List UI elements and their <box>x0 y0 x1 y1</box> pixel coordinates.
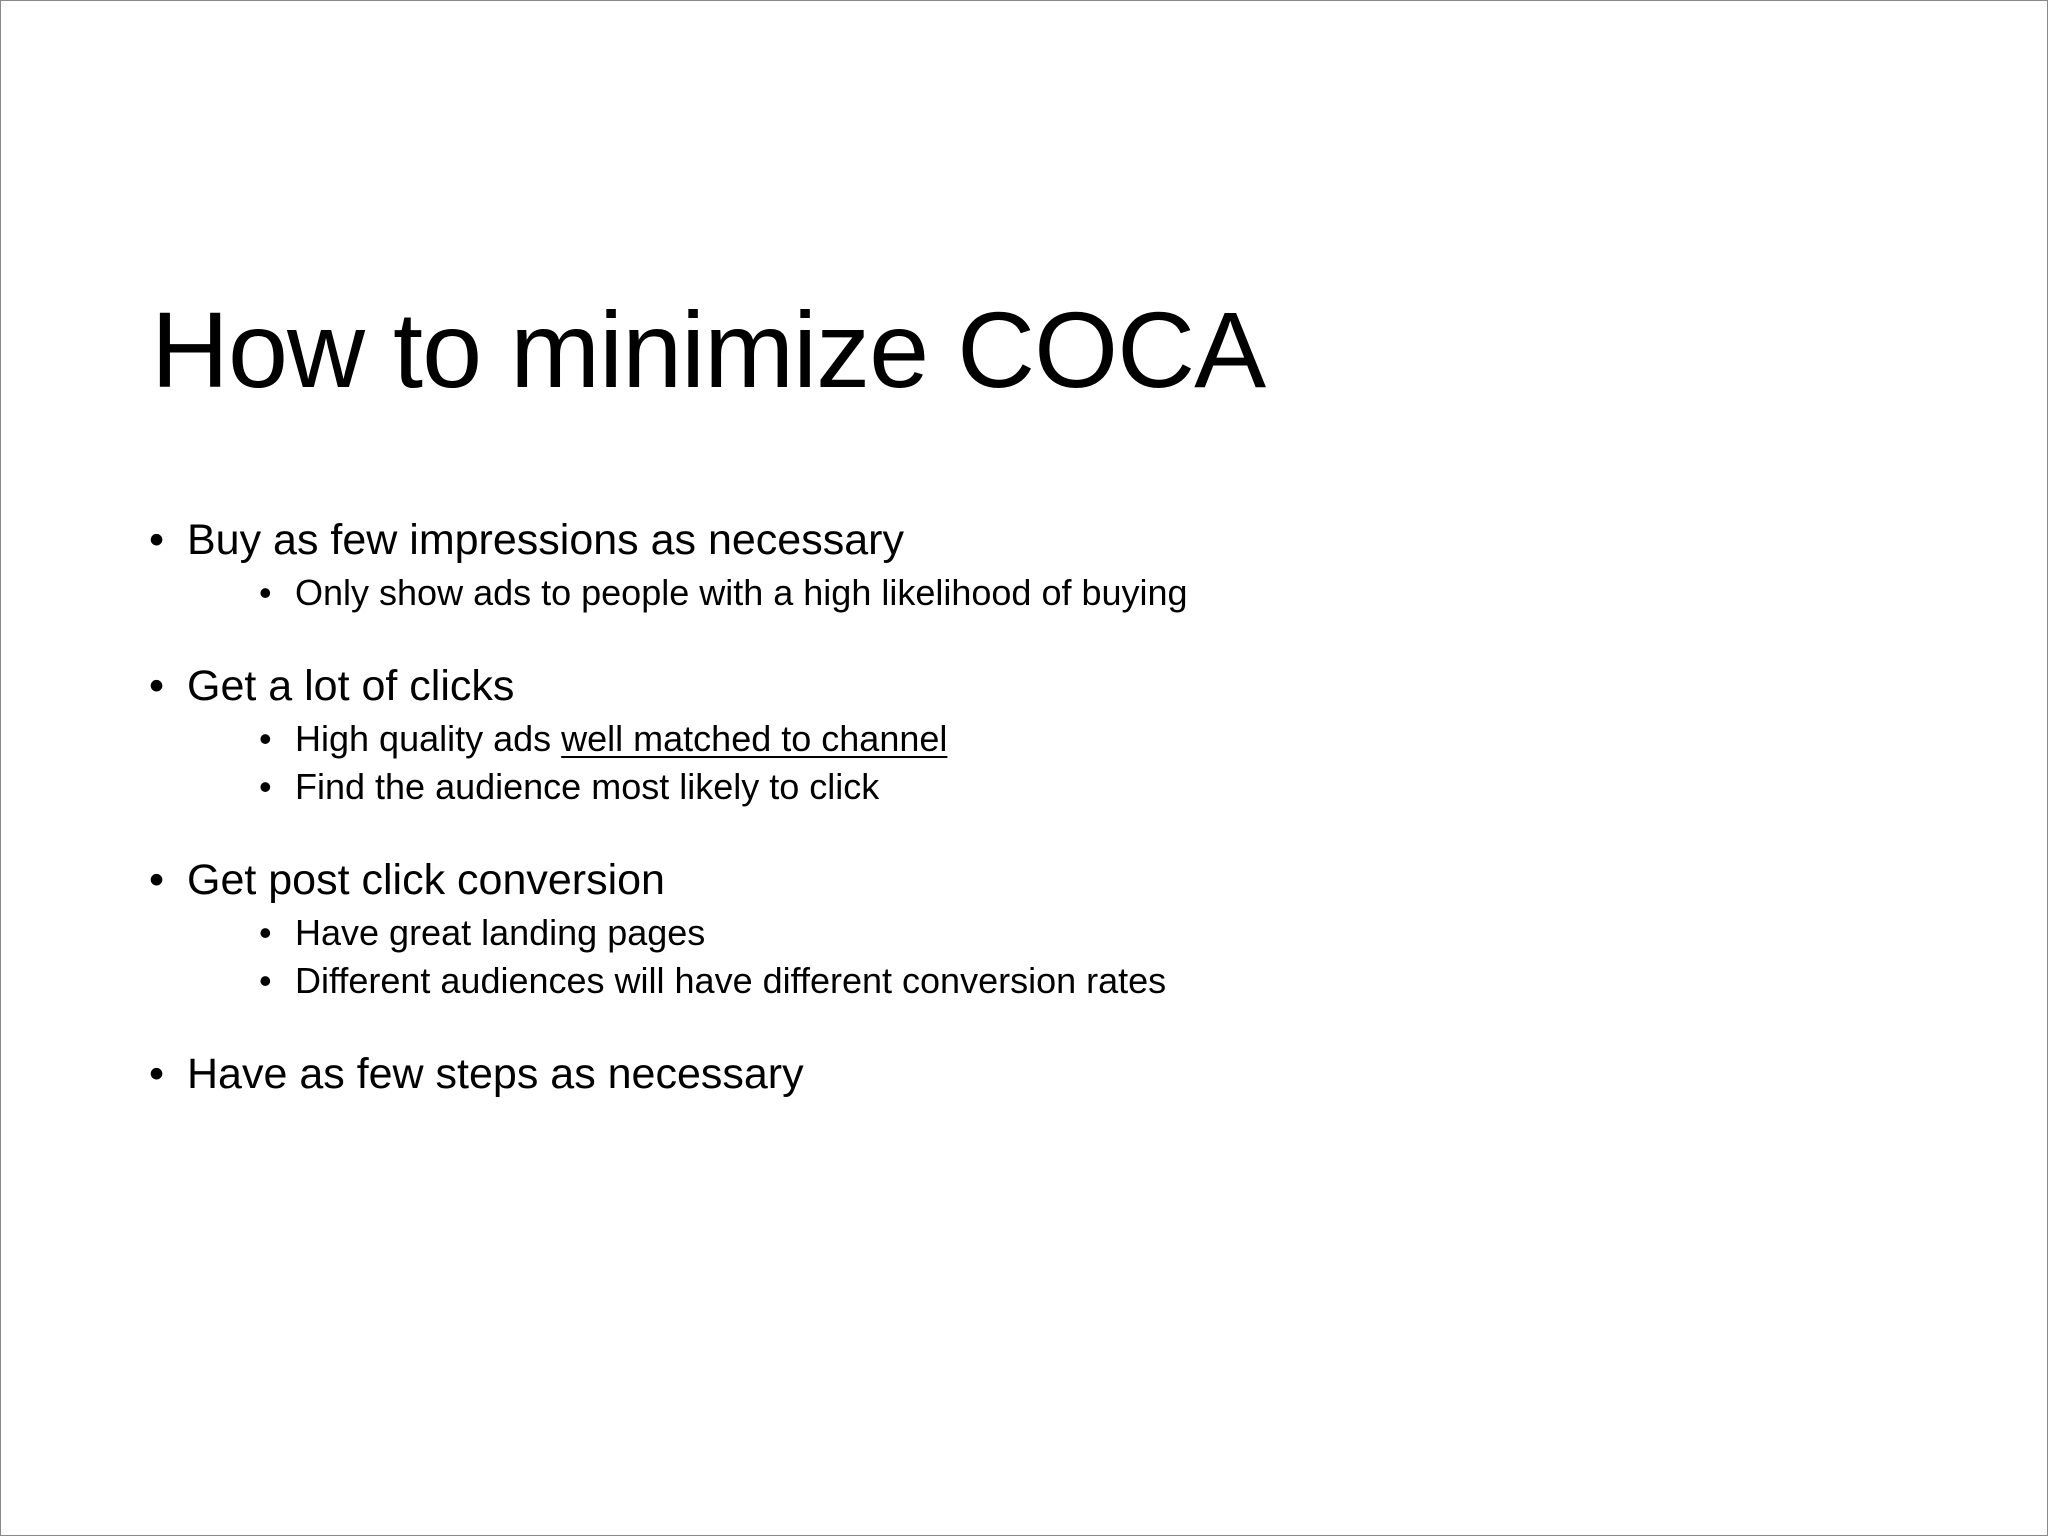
slide-title: How to minimize COCA <box>151 289 1266 410</box>
bullet-dot-icon: • <box>149 662 165 710</box>
bullet-text: Get post click conversion <box>187 856 665 904</box>
bullet-dot-icon: • <box>149 1050 165 1098</box>
bullet-item-clicks <box>149 657 1188 811</box>
bullet-item-conversion <box>149 851 1188 1005</box>
sub-bullet-text: Find the audience most likely to click <box>295 766 880 807</box>
sub-bullet-dot-icon: • <box>259 718 272 759</box>
bullet-text: Have as few steps as necessary <box>187 1050 804 1098</box>
bullet-dot-icon: • <box>149 856 165 904</box>
bullet-dot-icon: • <box>149 516 165 564</box>
bullet-item-steps <box>149 1045 1188 1103</box>
underlined-phrase: well matched to channel <box>561 718 948 759</box>
bullet-text: Buy as few impressions as necessary <box>187 516 904 564</box>
sub-bullet-dot-icon: • <box>259 960 272 1001</box>
sub-bullet-text: Have great landing pages <box>295 912 706 953</box>
sub-bullet-text: Different audiences will have different conversion rates <box>295 960 1167 1001</box>
sub-bullet-item <box>187 715 1188 763</box>
sub-bullet-item <box>187 569 1188 617</box>
sub-bullet-text: Only show ads to people with a high likelihood of buying <box>295 572 1188 613</box>
sub-bullet-item <box>187 909 1188 957</box>
sub-bullet-item <box>187 763 1188 811</box>
bullet-text: Get a lot of clicks <box>187 662 515 710</box>
sub-bullet-dot-icon: • <box>259 572 272 613</box>
sub-bullet-list <box>187 569 1188 617</box>
sub-bullet-text-prefix: High quality ads <box>295 718 562 759</box>
sub-bullet-dot-icon: • <box>259 912 272 953</box>
bullet-item-impressions <box>149 511 1188 617</box>
bullet-list <box>149 511 1188 1103</box>
sub-bullet-item <box>187 957 1188 1005</box>
sub-bullet-dot-icon: • <box>259 766 272 807</box>
sub-bullet-list <box>187 909 1188 1005</box>
sub-bullet-list <box>187 715 1188 811</box>
